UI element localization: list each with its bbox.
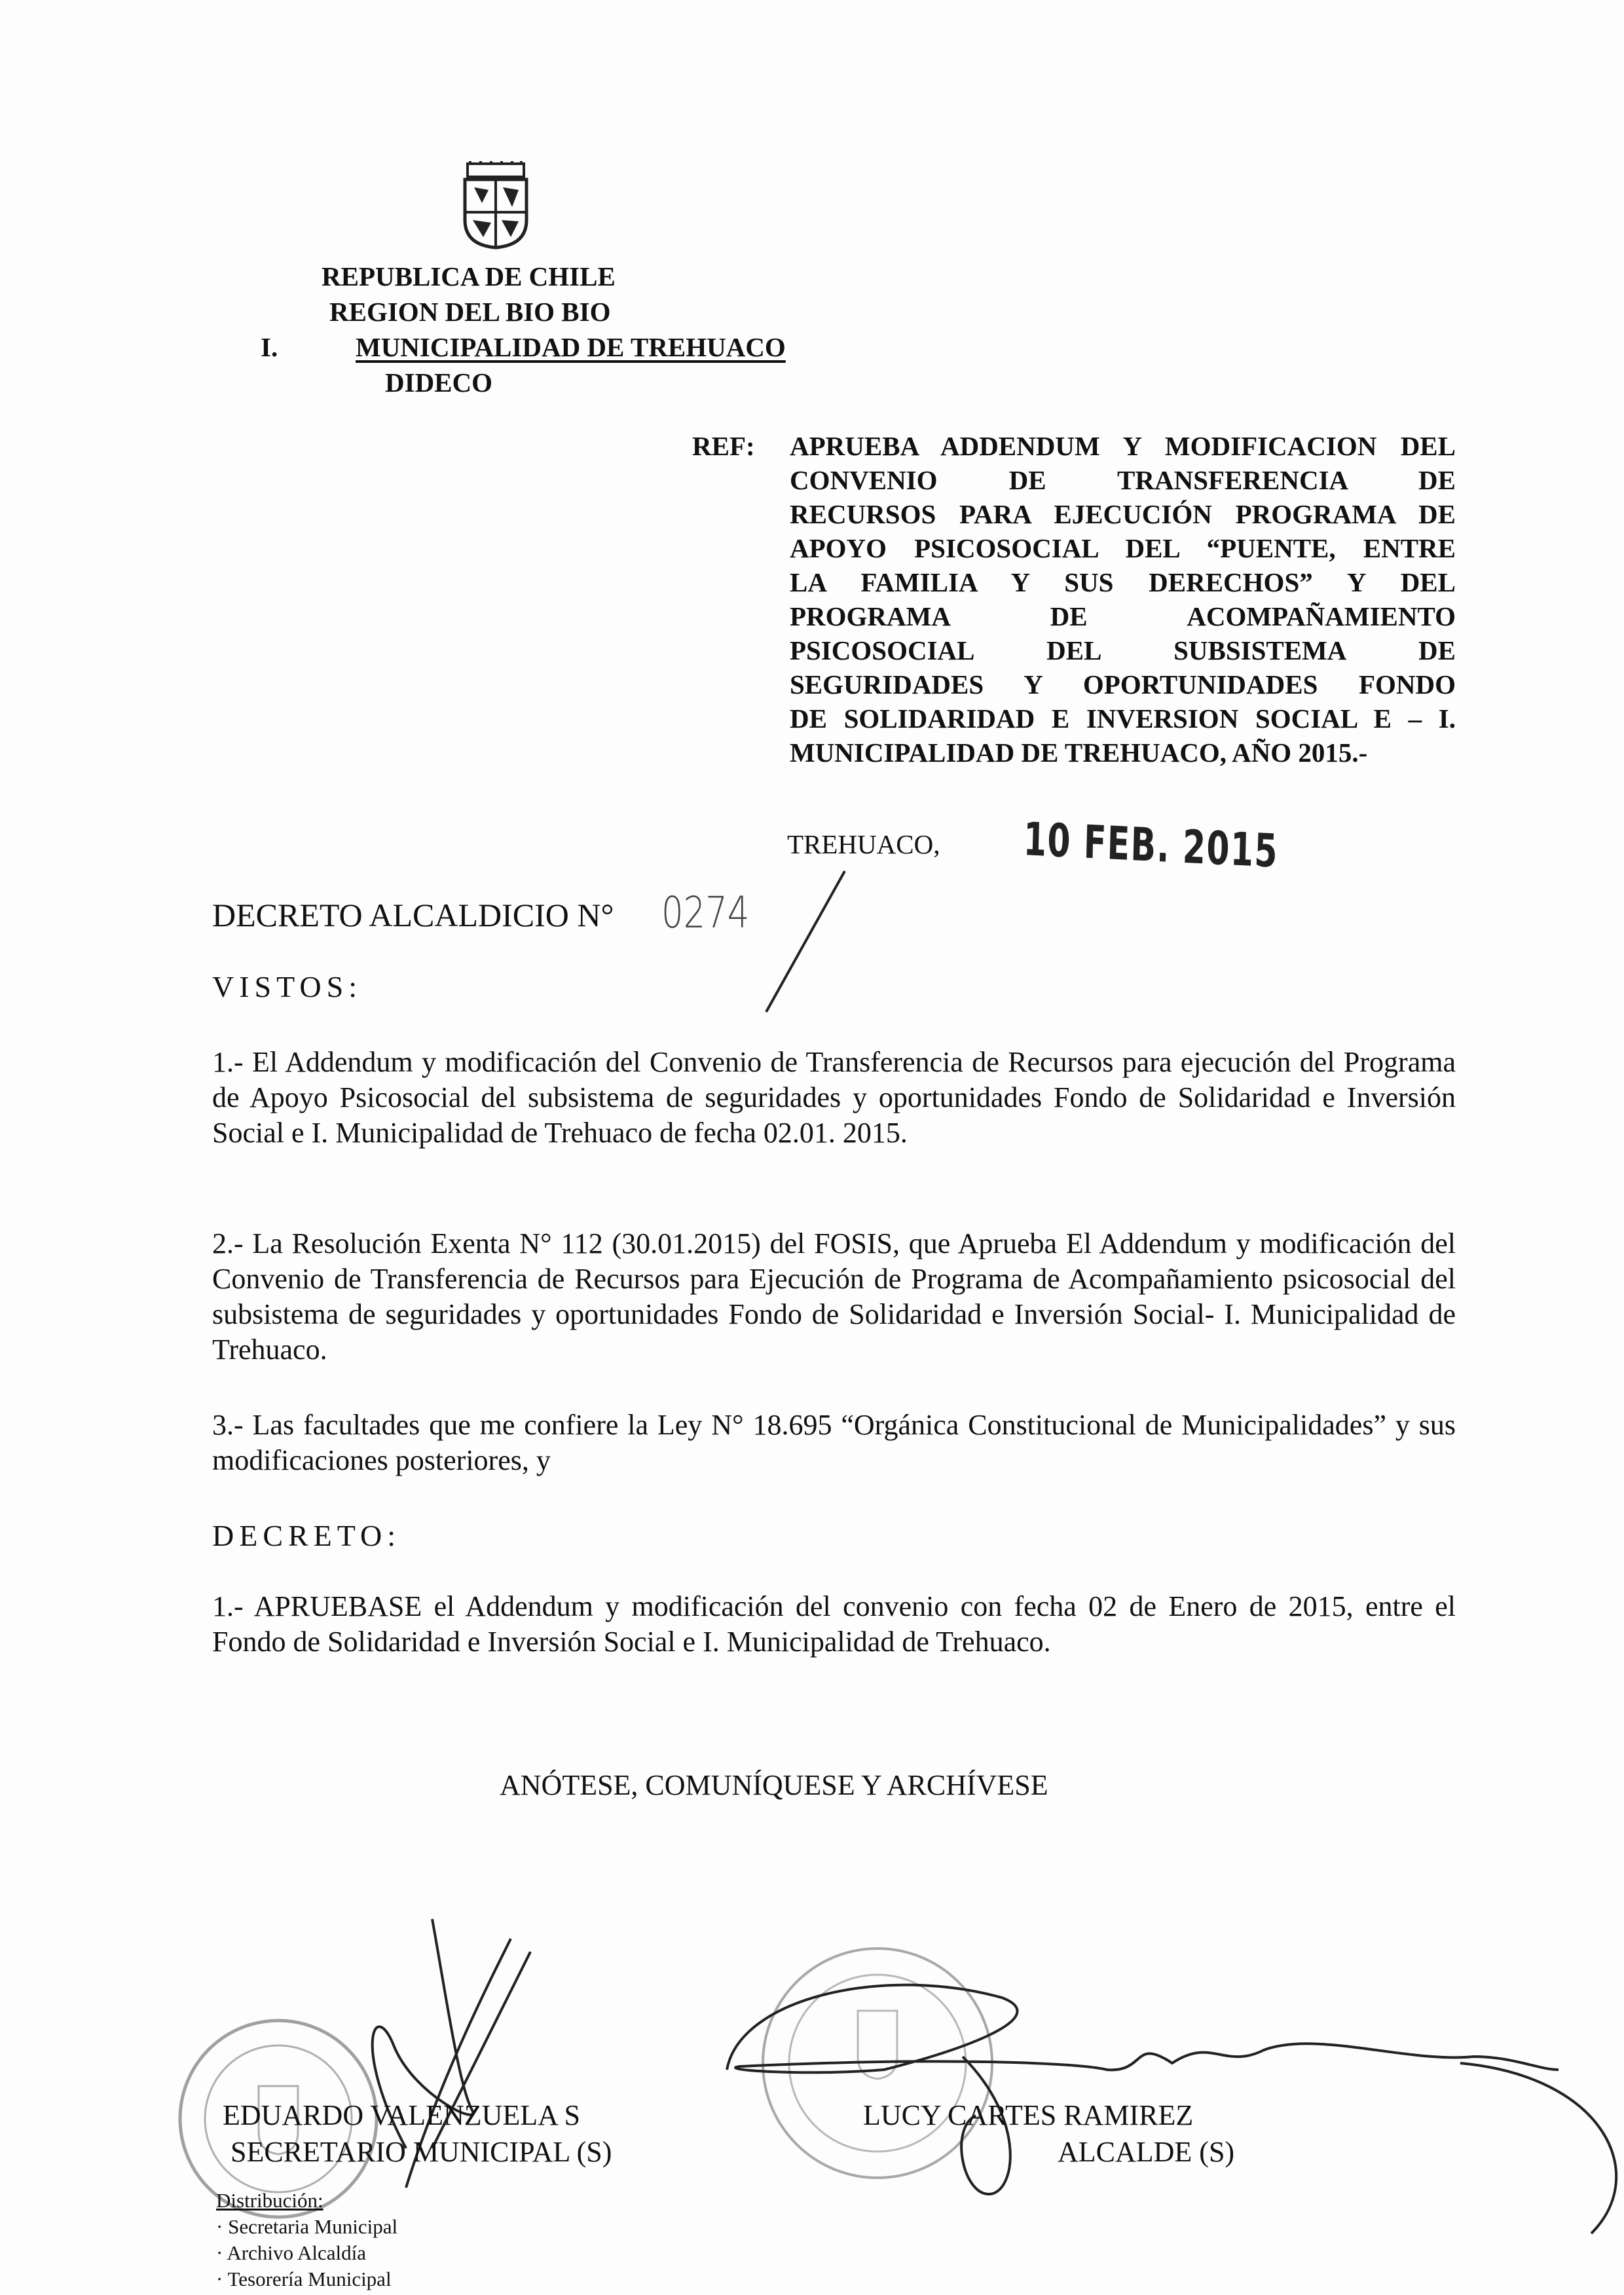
secretary-title: SECRETARIO MUNICIPAL (S) [231,2136,612,2168]
date-stamp: 10 FEB. 2015 [1022,812,1279,878]
ref-line: SEGURIDADES Y OPORTUNIDADES FONDO [790,669,1456,700]
header-country: REPUBLICA DE CHILE [322,261,616,291]
ref-line: PSICOSOCIAL DEL SUBSISTEMA DE [790,635,1456,665]
ref-line: LA FAMILIA Y SUS DERECHOS” Y DEL [790,567,1456,597]
distribution-heading: Distribución: [216,2189,323,2212]
decreto-item: 1.- APRUEBASE el Addendum y modificación del convenio con fecha 02 de Enero de 2015, entre el Fondo de Solidaridad e Inversión Social e I. Municipalidad de Trehuaco. [212,1590,1456,1658]
distribution-list: Distribución: · Secretaria Municipal · Archivo Alcaldía · Tesorería Municipal [216,2189,398,2290]
secretary-name: EDUARDO VALENZUELA S [223,2099,580,2131]
reference-block [692,429,1456,770]
vistos-item: 3.- Las facultades que me confiere la Ley N° 18.695 “Orgánica Constitucional de Municipalidades” y sus modificaciones posteriores, y [212,1409,1456,1476]
distribution-item: Tesorería Municipal [227,2267,392,2290]
closing-formula: ANÓTESE, COMUNÍQUESE Y ARCHÍVESE [500,1769,1048,1801]
distribution-item: Archivo Alcaldía [227,2241,367,2264]
coat-of-arms-logo [461,161,530,249]
ref-line: APRUEBA ADDENDUM Y MODIFICACION DEL [790,431,1456,461]
decree-label: DECRETO ALCALDICIO N° [212,897,614,933]
ref-line: MUNICIPALIDAD DE TREHUACO, AÑO 2015.- [790,737,1368,768]
decreto-heading: DECRETO: [212,1519,401,1552]
header-region: REGION DEL BIO BIO [329,297,611,327]
mayor-name: LUCY CARTES RAMIREZ [863,2099,1194,2131]
ref-line: DE SOLIDARIDAD E INVERSION SOCIAL E – I. [790,703,1456,734]
ref-line: CONVENIO DE TRANSFERENCIA DE [790,465,1456,495]
ref-line: APOYO PSICOSOCIAL DEL “PUENTE, ENTRE [790,533,1456,563]
header-department: DIDECO [385,367,493,398]
ref-label: REF: [692,431,755,461]
handwritten-slash [760,871,851,1015]
place: TREHUACO, [787,829,940,859]
vistos-heading: VISTOS: [212,970,362,1003]
vistos-item: 1.- El Addendum y modificación del Convenio de Transferencia de Recursos para ejecución del Programa de Apoyo Psicosocial del subsistema de seguridades y oportunidades Fondo de Solidaridad e Inversión Social e I. Municipalidad de Trehuaco de fecha 02.01. 2015. [212,1046,1456,1149]
header-prefix: I. [261,332,278,362]
vistos-item: 2.- La Resolución Exenta N° 112 (30.01.2015) del FOSIS, que Aprueba El Addendum y modificación del Convenio de Transferencia de Recursos para Ejecución de Programa de Acompañamiento psicosocial del subsistema de seguridades y oportunidades Fondo de Solidaridad e Inversión Social- I. Municipalidad de Trehuaco. [212,1227,1456,1366]
ref-line: RECURSOS PARA EJECUCIÓN PROGRAMA DE [790,499,1456,529]
mayor-title: ALCALDE (S) [1058,2136,1235,2168]
header-municipality: MUNICIPALIDAD DE TREHUACO [356,332,786,362]
distribution-item: Secretaria Municipal [228,2215,398,2238]
ref-line: PROGRAMA DE ACOMPAÑAMIENTO [790,601,1456,631]
decree-number-handwritten: 0274 [661,887,750,938]
